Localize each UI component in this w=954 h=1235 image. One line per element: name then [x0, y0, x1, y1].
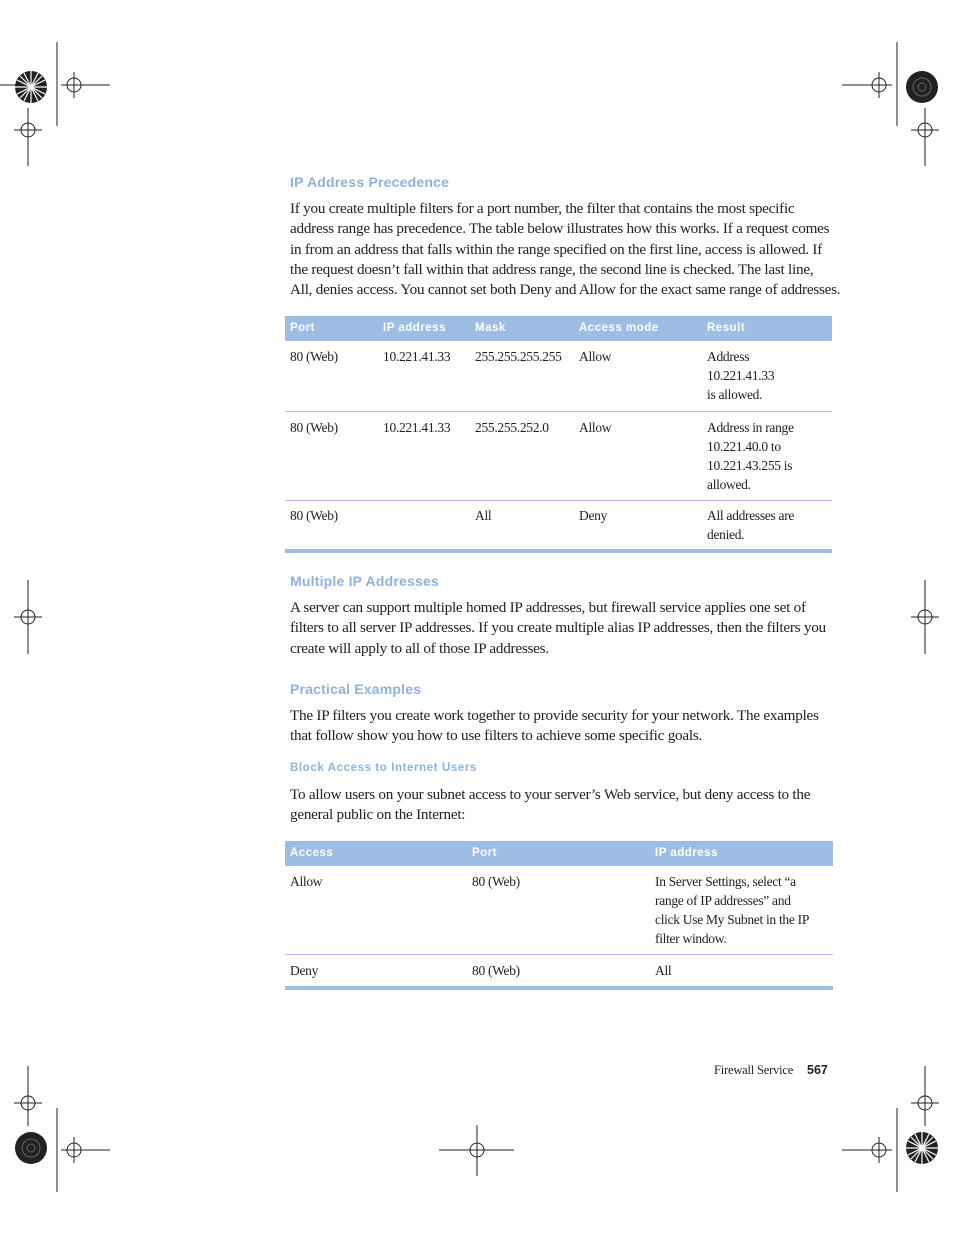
cell-access: Deny: [290, 963, 319, 978]
cell-result: [707, 347, 774, 404]
cell-mask: All: [475, 508, 492, 523]
text-line: that follow show you how to use filters to achieve some specific goals.: [290, 727, 703, 745]
paragraph-practical: [290, 706, 850, 747]
footer-chapter-title: Firewall Service: [714, 1063, 794, 1077]
cell-port: 80 (Web): [290, 349, 338, 364]
heading-ip-address-precedence: IP Address Precedence: [290, 174, 450, 190]
text-line: To allow users on your subnet access to your server’s Web service, but deny access to the: [290, 786, 811, 803]
result-line: Address: [707, 349, 750, 364]
text-line: filters to all server IP addresses. If you create multiple alias IP addresses, then the filters you: [290, 619, 826, 637]
cell-mode: Allow: [579, 349, 612, 364]
text-line: If you create multiple filters for a port number, the filter that contains the most specific: [290, 200, 795, 217]
cell-mode: Allow: [579, 420, 612, 435]
cell-result: [707, 418, 794, 494]
column-header-mask: Mask: [475, 322, 506, 334]
column-header-port: Port: [472, 847, 497, 859]
subheading-block-access: Block Access to Internet Users: [290, 762, 477, 774]
text-line: A server can support multiple homed IP addresses, but firewall service applies one set of: [290, 599, 806, 616]
ip-line: filter window.: [655, 931, 727, 946]
ip-line: click Use My Subnet in the IP: [655, 912, 810, 927]
result-line: All addresses are: [707, 508, 795, 523]
column-header-access: Access: [290, 847, 334, 859]
cell-port: 80 (Web): [290, 508, 338, 523]
text-line: All, denies access. You cannot set both Deny and Allow for the exact same range of addresses.: [290, 281, 841, 299]
precedence-table: [285, 316, 832, 554]
cell-mode: Deny: [579, 508, 608, 523]
page-number: 567: [807, 1063, 828, 1077]
column-header-ip-address: IP address: [383, 322, 446, 334]
table-header: [285, 316, 832, 341]
result-line: 10.221.43.255 is: [707, 458, 793, 473]
result-line: 10.221.40.0 to: [707, 439, 781, 454]
cell-port: 80 (Web): [472, 874, 520, 889]
table-bottom-rule: [285, 549, 832, 553]
ip-line: In Server Settings, select “a: [655, 874, 796, 889]
paragraph-precedence: [290, 199, 850, 300]
table-bottom-rule: [285, 986, 833, 990]
cell-mask: 255.255.255.255: [475, 349, 562, 364]
cell-ip: [655, 872, 809, 948]
ip-line: range of IP addresses” and: [655, 893, 791, 908]
table-header: [285, 841, 833, 866]
cell-result: [707, 506, 794, 544]
text-line: create will apply to all of those IP addresses.: [290, 639, 549, 657]
result-line: denied.: [707, 527, 745, 542]
row-divider: [285, 954, 833, 955]
row-divider: [285, 411, 832, 412]
column-header-ip-address: IP address: [655, 847, 718, 859]
result-line: 10.221.41.33: [707, 368, 775, 383]
result-line: allowed.: [707, 477, 751, 492]
cell-access: Allow: [290, 874, 323, 889]
block-access-table: [285, 841, 833, 993]
paragraph-multiple: [290, 598, 850, 659]
text-line: address range has precedence. The table below illustrates how this works. If a request comes: [290, 220, 830, 238]
ip-line: All: [655, 963, 672, 978]
heading-multiple-ip-addresses: Multiple IP Addresses: [290, 573, 439, 589]
text-line: The IP filters you create work together to provide security for your network. The examples: [290, 707, 819, 724]
cell-ip: [655, 961, 671, 980]
text-line: general public on the Internet:: [290, 806, 466, 824]
cell-ip: 10.221.41.33: [383, 349, 451, 364]
cell-ip: 10.221.41.33: [383, 420, 451, 435]
text-line: the request doesn’t fall within that address range, the second line is checked. The last line,: [290, 260, 814, 278]
heading-practical-examples: Practical Examples: [290, 681, 422, 697]
column-header-port: Port: [290, 322, 315, 334]
paragraph-block: [290, 785, 850, 826]
row-divider: [285, 500, 832, 501]
text-line: in from an address that falls within the range specified on the first line, access is allowed. If: [290, 240, 823, 258]
result-line: is allowed.: [707, 387, 763, 402]
cell-port: 80 (Web): [290, 420, 338, 435]
cell-mask: 255.255.252.0: [475, 420, 549, 435]
column-header-access-mode: Access mode: [579, 322, 659, 334]
result-line: Address in range: [707, 420, 794, 435]
column-header-result: Result: [707, 322, 746, 334]
cell-port: 80 (Web): [472, 963, 520, 978]
